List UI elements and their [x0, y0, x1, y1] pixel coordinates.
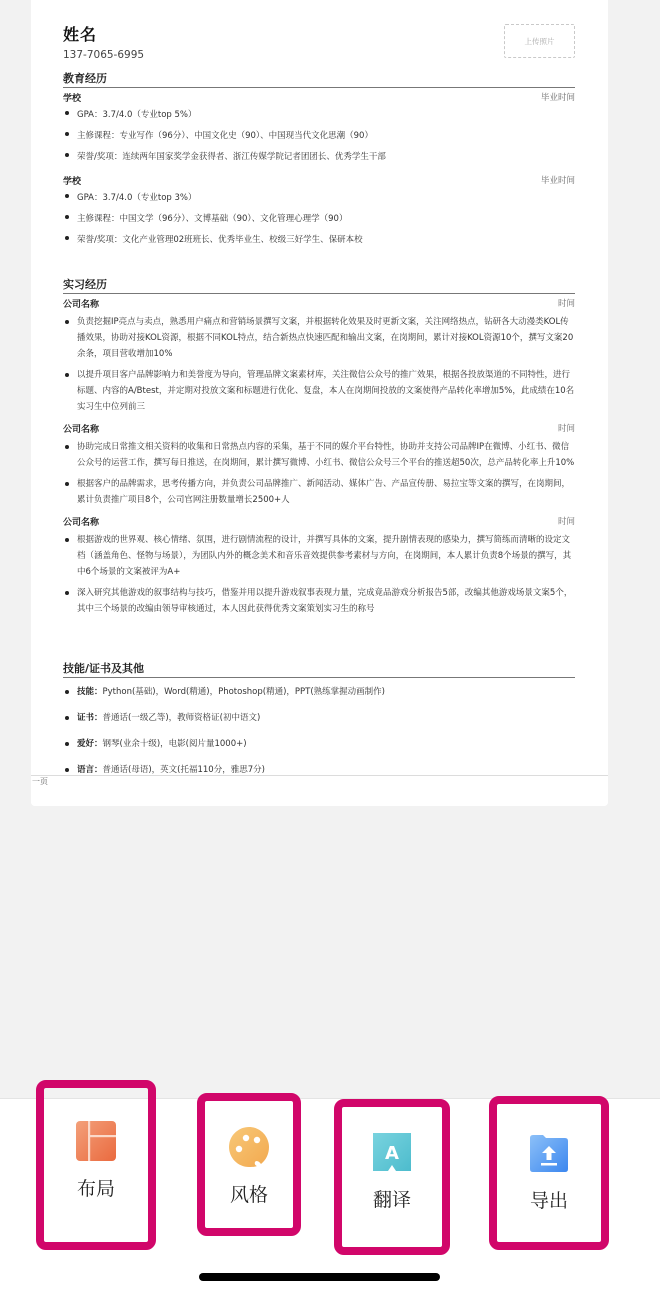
company-name: 公司名称 [63, 517, 100, 528]
upload-photo-label: 上传照片 [524, 36, 555, 46]
skills-section[interactable] [63, 662, 575, 783]
internship-details [63, 314, 575, 415]
school-name: 学校 [63, 176, 82, 187]
section-title-education: 教育经历 [63, 72, 575, 88]
upload-photo-button[interactable] [504, 24, 575, 58]
skills-list [63, 679, 575, 783]
language-label: 语言： [77, 765, 103, 775]
education-entry-header [63, 172, 575, 188]
list-item: 根据客户的品牌需求，思考传播方向，并负责公司品牌推广、新闻活动、媒体广告、产品宣传册、易拉宝等文案的撰写，在岗期间，累计负责推广项目8个，公司官网注册数量增长2500+人 [63, 476, 575, 508]
school-name: 学校 [63, 93, 82, 104]
education-details [63, 188, 575, 251]
layout-label: 布局 [76, 1178, 115, 1200]
company-name: 公司名称 [63, 299, 100, 310]
export-icon [528, 1132, 570, 1174]
education-entry-header [63, 89, 575, 105]
internship-section[interactable] [63, 278, 575, 622]
style-button[interactable] [197, 1093, 301, 1236]
resume-page-preview[interactable] [31, 0, 608, 806]
export-label: 导出 [529, 1190, 568, 1212]
layout-icon [75, 1120, 117, 1162]
list-item: 主修课程：中国文学（96分）、文博基础（90）、文化管理心理学（90） [63, 209, 575, 230]
list-item: 根据游戏的世界观、核心情绪、氛围，进行剧情流程的设计，并撰写具体的文案，提升剧情表现的感染力，撰写简练而清晰的设定文档（涵盖角色、怪物与场景），为团队内外的概念美术和音乐音效提供参考素材与方向，在岗期间，本人累计负责8个场景的撰写，其中6个场景的文案被评为A+ [63, 532, 575, 580]
list-item: 负责挖掘IP亮点与卖点，熟悉用户痛点和营销场景撰写文案，并根据转化效果及时更新文案，关注网络热点，钻研各大动漫类KOL传播效果，协助对接KOL资源，根据不同KOL特点，结合新热点快速匹配和输出文案，在岗期间，累计对接KOL资源10个，撰写文案20余条，项目营收增加10% [63, 314, 575, 362]
internship-entry-header [63, 295, 575, 311]
translate-button[interactable] [334, 1099, 450, 1255]
skill-label: 技能： [77, 687, 103, 697]
education-details [63, 105, 575, 168]
page-break-area [31, 776, 608, 806]
internship-entry-header [63, 420, 575, 436]
style-label: 风格 [229, 1184, 268, 1206]
list-item: 荣誉/奖项：文化产业管理02班班长、优秀毕业生、校级三好学生、保研本校 [63, 230, 575, 251]
internship-details [63, 439, 575, 508]
graduation-time: 毕业时间 [540, 93, 575, 103]
bottom-toolbar [0, 1098, 660, 1296]
skill-value: Python(基础)，Word(精通)，Photoshop(精通)，PPT(熟练掌握动画制作) [102, 687, 385, 697]
palette-icon [228, 1126, 270, 1168]
hobby-label: 爱好： [77, 739, 103, 749]
internship-time: 时间 [557, 299, 575, 309]
list-item: 以提升项目客户品牌影响力和美誉度为导向，管理品牌文案素材库，关注微信公众号的推广效果，根据各投放渠道的不同特性，进行标题、内容的A/Btest，并定期对投放文案和标题进行优化、复盘，本人在岗期间投放的文案使得产品转化率增加5%，此成绩在10名实习生中位列前三 [63, 367, 575, 415]
list-item: GPA：3.7/4.0（专业top 3%） [63, 188, 575, 209]
export-button[interactable] [489, 1096, 609, 1250]
resume-name[interactable]: 姓名 [63, 25, 98, 44]
svg-text:A: A [385, 1143, 399, 1164]
list-item: GPA：3.7/4.0（专业top 5%） [63, 105, 575, 126]
internship-time: 时间 [557, 424, 575, 434]
internship-time: 时间 [557, 517, 575, 527]
company-name: 公司名称 [63, 424, 100, 435]
resume-phone[interactable]: 137-7065-6995 [63, 49, 145, 61]
list-item: 主修课程：专业写作（96分）、中国文化史（90）、中国现当代文化思潮（90） [63, 126, 575, 147]
translate-label: 翻译 [372, 1189, 411, 1211]
graduation-time: 毕业时间 [540, 176, 575, 186]
translate-icon [371, 1131, 413, 1173]
list-item: 协助完成日常推文相关资料的收集和日常热点内容的采集，基于不同的媒介平台特性，协助并支持公司品牌IP在微博、小红书、微信公众号的运营工作，撰写每日推送，在岗期间，累计撰写微博、小红书、微信公众号三个平台的推送超50次，总产品转化率上升10% [63, 439, 575, 471]
layout-button[interactable] [36, 1080, 156, 1250]
language-value: 普通话(母语)，英文(托福110分，雅思7分) [102, 765, 265, 775]
list-item [63, 731, 575, 757]
list-item: 荣誉/奖项：连续两年国家奖学金获得者、浙江传媒学院记者团团长、优秀学生干部 [63, 147, 575, 168]
page-marker: 一页 [32, 777, 48, 786]
home-indicator[interactable] [199, 1273, 440, 1281]
list-item [63, 705, 575, 731]
hobby-value: 钢琴(业余十级)，电影(阅片量1000+) [102, 739, 247, 749]
internship-entry-header [63, 513, 575, 529]
page-break-divider [31, 775, 608, 776]
education-section[interactable] [63, 72, 575, 251]
section-title-skills: 技能/证书及其他 [63, 662, 575, 678]
section-title-internship: 实习经历 [63, 278, 575, 294]
internship-details [63, 532, 575, 617]
certificate-value: 普通话(一级乙等)，教师资格证(初中语文) [102, 713, 261, 723]
list-item [63, 679, 575, 705]
certificate-label: 证书： [77, 713, 103, 723]
list-item: 深入研究其他游戏的叙事结构与技巧，借鉴并用以提升游戏叙事表现力量，完成竟品游戏分析报告5部，改编其他游戏场景文案5个，其中三个场景的改编由领导审核通过，本人因此获得优秀文案策划实习生的称号 [63, 585, 575, 617]
